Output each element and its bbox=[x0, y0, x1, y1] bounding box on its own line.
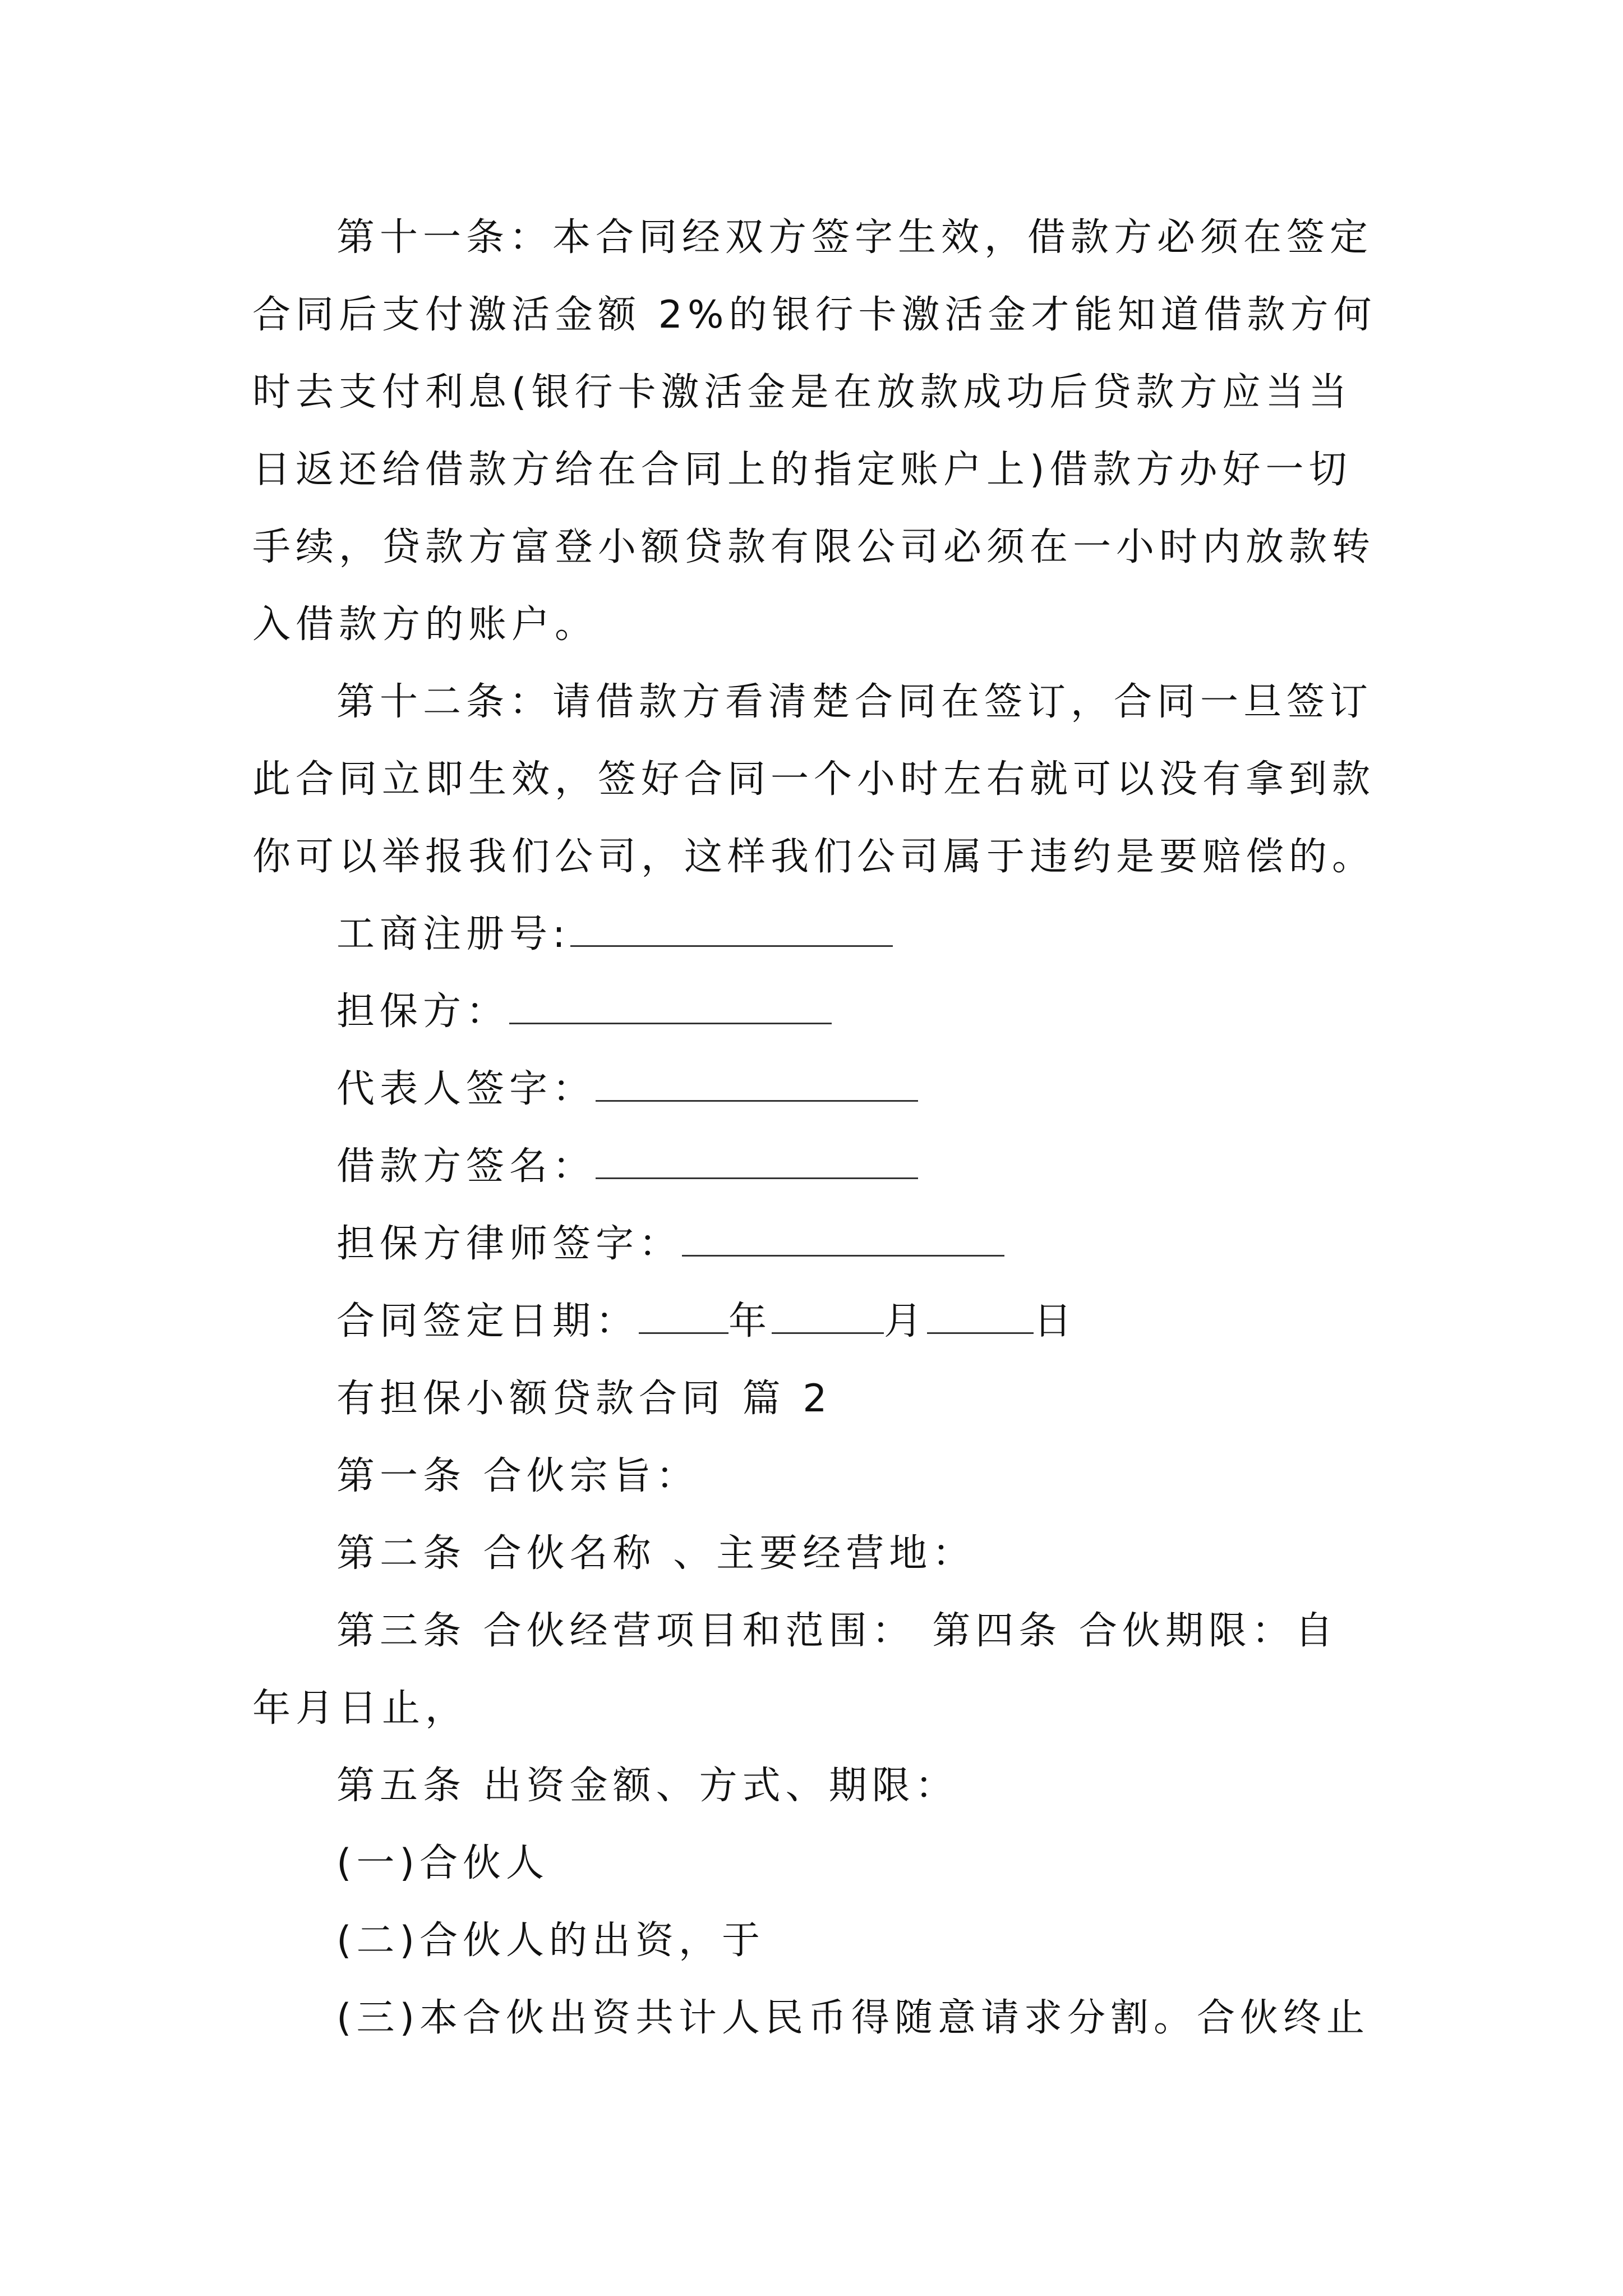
registration-number-field bbox=[336, 911, 893, 958]
representative-signature-label: 代表人签字： bbox=[336, 1067, 596, 1111]
year-blank bbox=[639, 1300, 728, 1334]
registration-number-blank bbox=[570, 913, 893, 947]
month-label: 月 bbox=[884, 1299, 928, 1343]
article-2: 第二条 合伙名称 、主要经营地： bbox=[336, 1531, 976, 1576]
registration-number-label: 工商注册号: bbox=[336, 912, 570, 956]
guarantor-lawyer-signature-label: 担保方律师签字： bbox=[336, 1222, 683, 1266]
guarantor-field bbox=[336, 988, 832, 1036]
borrower-signature-label: 借款方签名： bbox=[336, 1144, 596, 1189]
paragraph-12-line-1: 第十二条：请借款方看清楚合同在签订，合同一旦签订 bbox=[336, 680, 1373, 724]
guarantor-label: 担保方： bbox=[336, 990, 510, 1034]
contract-date-field bbox=[336, 1298, 1077, 1345]
representative-signature-field bbox=[336, 1066, 918, 1113]
article-1: 第一条 合伙宗旨： bbox=[336, 1454, 699, 1498]
paragraph-12-line-3: 你可以举报我们公司，这样我们公司属于违约是要赔偿的。 bbox=[252, 835, 1376, 879]
day-blank bbox=[927, 1300, 1034, 1334]
paragraph-11-line-6: 入借款方的账户。 bbox=[252, 602, 598, 647]
article-5: 第五条 出资金额、方式、期限： bbox=[336, 1764, 958, 1808]
article-5-item-3: (三)本合伙出资共计人民币得随意请求分割。合伙终止 bbox=[336, 1996, 1370, 2040]
borrower-signature-field bbox=[336, 1143, 918, 1190]
section-title: 有担保小额贷款合同 篇 2 bbox=[336, 1377, 832, 1421]
borrower-signature-blank bbox=[596, 1145, 918, 1179]
paragraph-11-line-3: 时去支付利息(银行卡激活金是在放款成功后贷款方应当当 bbox=[252, 370, 1352, 415]
article-3-4: 第三条 合伙经营项目和范围： 第四条 合伙期限：自 bbox=[336, 1609, 1338, 1653]
paragraph-12-line-2: 此合同立即生效，签好合同一个小时左右就可以没有拿到款 bbox=[252, 757, 1376, 802]
guarantor-blank bbox=[509, 990, 832, 1024]
article-5-item-1: (一)合伙人 bbox=[336, 1841, 550, 1885]
paragraph-11-line-2: 合同后支付激活金额 2%的银行卡激活金才能知道借款方何 bbox=[252, 293, 1377, 337]
year-label: 年 bbox=[728, 1299, 772, 1343]
paragraph-11-line-4: 日返还给借款方给在合同上的指定账户上)借款方办好一切 bbox=[252, 448, 1352, 492]
guarantor-lawyer-signature-blank bbox=[682, 1222, 1004, 1257]
paragraph-11-line-5: 手续，贷款方富登小额贷款有限公司必须在一小时内放款转 bbox=[252, 525, 1376, 569]
article-4-continuation: 年月日止， bbox=[252, 1686, 469, 1731]
day-label: 日 bbox=[1034, 1299, 1077, 1343]
contract-date-label: 合同签定日期： bbox=[336, 1299, 639, 1343]
article-5-item-2: (二)合伙人的出资，于 bbox=[336, 1918, 766, 1963]
month-blank bbox=[772, 1300, 884, 1334]
representative-signature-blank bbox=[596, 1068, 918, 1102]
paragraph-11-line-1: 第十一条：本合同经双方签字生效，借款方必须在签定 bbox=[336, 215, 1373, 260]
guarantor-lawyer-signature-field bbox=[336, 1221, 1004, 1268]
